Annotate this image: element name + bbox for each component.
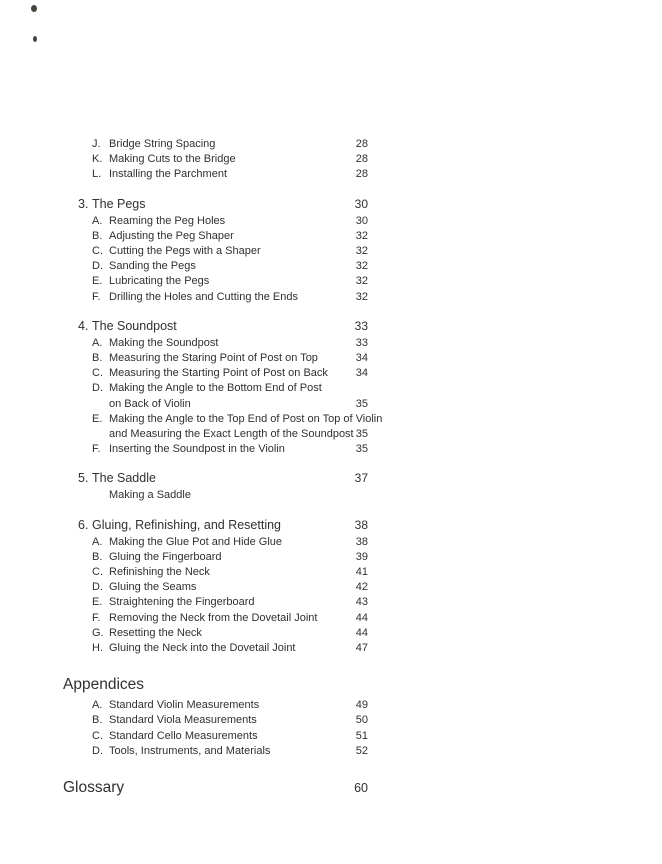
toc-entry	[63, 274, 368, 289]
toc-entry-title	[109, 580, 350, 595]
toc-entry-letter: B.	[92, 352, 103, 365]
toc-entry-line: Standard Cello Measurements	[109, 729, 258, 742]
toc-entry-letter: B.	[92, 714, 103, 727]
toc-entry-line: Adjusting the Peg Shaper	[109, 229, 234, 242]
toc-entry	[63, 698, 368, 713]
toc-entry	[63, 152, 368, 167]
toc-entry-letter: K.	[92, 153, 103, 166]
toc-entry-letter: C.	[92, 245, 103, 258]
toc-entry-letter: A.	[92, 535, 103, 548]
toc-entry-line: Measuring the Starting Point of Post on Back	[109, 367, 328, 380]
toc-section-page: 33	[354, 318, 368, 333]
toc-entry-line: Making the Angle to the Top End of Post on Top of Violin	[109, 412, 383, 425]
toc-section-number: 6.	[78, 517, 89, 532]
toc-group	[63, 779, 368, 797]
toc-entry-letter: B.	[92, 550, 103, 563]
toc-entry-page: 32	[355, 229, 368, 242]
toc-entry-title	[109, 698, 350, 713]
toc-major-title: Appendices	[63, 676, 145, 694]
toc-entry-title	[109, 274, 350, 289]
toc-entry	[63, 351, 368, 366]
toc-entry-letter: D.	[92, 382, 103, 395]
toc-group	[63, 196, 368, 305]
toc-section-heading	[63, 196, 368, 213]
toc-entry-letter: J.	[92, 138, 101, 150]
toc-entry-title	[109, 595, 350, 610]
toc-entry-line: Sanding the Pegs	[109, 260, 196, 273]
toc-entry	[63, 442, 368, 457]
toc-section-title: The Soundpost	[92, 318, 177, 333]
toc-entry-line: Making the Glue Pot and Hide Glue	[109, 535, 283, 548]
toc-group	[63, 318, 383, 458]
toc-entry-page: 33	[355, 336, 368, 349]
scan-artifact	[33, 36, 37, 42]
toc-entry-page: 44	[355, 626, 368, 639]
toc-entry-title	[109, 137, 350, 152]
toc-entry-page: 35	[355, 443, 368, 456]
toc-group	[63, 676, 368, 759]
toc-entry-line: and Measuring the Exact Length of the Soundpost	[109, 428, 354, 441]
toc-entry-line: Cutting the Pegs with a Shaper	[109, 245, 261, 258]
toc-entry-title	[109, 565, 350, 580]
toc-section-heading	[63, 470, 368, 487]
toc-entry-title	[109, 729, 350, 744]
toc-section-heading	[63, 517, 368, 534]
toc-entry	[63, 713, 368, 728]
toc-entry-letter: C.	[92, 566, 103, 579]
toc-entry-title	[109, 442, 350, 457]
toc-entry	[63, 626, 368, 641]
toc-section-number: 4.	[78, 318, 89, 333]
toc-entry	[63, 366, 368, 381]
toc-entry-page: 35	[355, 397, 368, 410]
toc-entry	[63, 580, 368, 595]
toc-entry-line: Installing the Parchment	[109, 168, 228, 181]
toc-entry	[63, 550, 368, 565]
toc-entry	[63, 137, 368, 152]
toc-entry-title	[109, 290, 350, 305]
toc-entry-line: Making a Saddle	[109, 489, 191, 502]
toc-entry-title	[109, 611, 350, 626]
toc-entry-line: Lubricating the Pegs	[109, 275, 210, 288]
toc-entry	[63, 259, 368, 274]
toc-entry-line: Tools, Instruments, and Materials	[109, 744, 271, 757]
toc-entry-letter: F.	[92, 611, 101, 624]
toc-entry-title	[109, 626, 350, 641]
toc-entry	[63, 290, 368, 305]
toc-entry-title	[109, 336, 350, 351]
toc-entry-page: 50	[355, 714, 368, 727]
toc-entry	[63, 412, 383, 442]
toc-entry-page: 28	[355, 138, 368, 150]
toc-entry-page: 34	[355, 367, 368, 380]
toc-entry-letter: A.	[92, 699, 103, 712]
toc-entry-page: 32	[355, 275, 368, 288]
toc-section-page: 37	[354, 471, 368, 486]
toc-entry	[63, 729, 368, 744]
toc-entry-page: 32	[355, 260, 368, 273]
toc-entry-page: 44	[355, 611, 368, 624]
toc-entry-page: 32	[355, 245, 368, 258]
toc-entry-title	[109, 488, 350, 503]
toc-entry-line: on Back of Violin	[109, 397, 191, 410]
toc-entry-title	[109, 167, 350, 182]
toc-entry-line: Refinishing the Neck	[109, 566, 210, 579]
toc-entry-title	[109, 214, 350, 229]
toc-entry-letter: B.	[92, 229, 103, 242]
toc-entry-letter	[92, 488, 109, 503]
scan-artifact	[31, 5, 37, 12]
toc-section-number: 5.	[78, 471, 89, 486]
toc-entry-title	[109, 229, 350, 244]
toc-entry-letter: F.	[92, 443, 101, 456]
toc-entry-title	[109, 535, 350, 550]
toc-major-heading	[63, 779, 368, 797]
toc-entry	[63, 167, 368, 182]
toc-group	[63, 470, 368, 503]
toc-entry-letter: H.	[92, 642, 103, 655]
toc-entry-letter: D.	[92, 581, 103, 594]
toc-entry-title	[109, 351, 350, 366]
toc-entry-page: 47	[355, 642, 368, 655]
toc-entry-page: 38	[355, 535, 368, 548]
toc-section-page: 30	[354, 196, 368, 211]
toc-entry-line: Gluing the Seams	[109, 581, 197, 594]
toc-entry-page: 51	[355, 729, 368, 742]
toc-section-title: Gluing, Refinishing, and Resetting	[92, 517, 282, 532]
toc-entry-line: Resetting the Neck	[109, 626, 202, 639]
toc-group	[63, 137, 368, 183]
toc-entry-letter: E.	[92, 275, 103, 288]
toc-entry-line: Bridge String Spacing	[109, 138, 216, 150]
toc-entry-letter: A.	[92, 214, 103, 227]
toc-entry	[63, 381, 368, 411]
toc-entry-line: Inserting the Soundpost in the Violin	[109, 443, 285, 456]
toc-entry-letter: E.	[92, 596, 103, 609]
toc-entry-line: Straightening the Fingerboard	[109, 596, 255, 609]
toc	[63, 137, 383, 801]
toc-entry-page: 39	[355, 550, 368, 563]
toc-entry-line: Making the Angle to the Bottom End of Post	[109, 382, 322, 395]
toc-entry-page: 30	[355, 214, 368, 227]
toc-entry-title	[109, 550, 350, 565]
toc-entry-line: Drilling the Holes and Cutting the Ends	[109, 290, 298, 303]
toc-entry-letter: C.	[92, 729, 103, 742]
toc-entry-title	[109, 259, 350, 274]
toc-entry	[63, 611, 368, 626]
toc-entry-title	[109, 744, 350, 759]
toc-entry-page: 43	[355, 596, 368, 609]
toc-major-title: Glossary	[63, 779, 125, 797]
toc-major-heading	[63, 676, 368, 694]
toc-section-title: The Pegs	[92, 196, 146, 211]
toc-entry-letter: G.	[92, 626, 104, 639]
toc-section-heading	[63, 318, 368, 335]
toc-entry-title	[109, 713, 350, 728]
toc-entry-line: Reaming the Peg Holes	[109, 214, 226, 227]
toc-entry-title	[109, 641, 350, 656]
toc-entry-page: 28	[355, 153, 368, 166]
toc-entry-page: 34	[355, 352, 368, 365]
toc-entry-letter: C.	[92, 367, 103, 380]
toc-entry-letter: D.	[92, 744, 103, 757]
toc-entry-line: Making the Soundpost	[109, 336, 219, 349]
toc-entry-letter: E.	[92, 412, 103, 425]
toc-major-page: 60	[354, 781, 368, 796]
toc-entry	[63, 229, 368, 244]
toc-entry-page: 28	[355, 168, 368, 181]
toc-entry-page: 49	[355, 699, 368, 712]
toc-section-page: 38	[354, 517, 368, 532]
toc-entry-title	[109, 152, 350, 167]
toc-entry-line: Making Cuts to the Bridge	[109, 153, 236, 166]
toc-entry-line: Standard Violin Measurements	[109, 699, 260, 712]
toc-entry-title	[109, 381, 350, 411]
toc-entry-line: Measuring the Staring Point of Post on Top	[109, 352, 318, 365]
toc-entry-page: 42	[355, 581, 368, 594]
toc-entry-page: 52	[355, 744, 368, 757]
toc-entry	[63, 565, 368, 580]
toc-entry	[63, 244, 368, 259]
toc-entry-line: Gluing the Fingerboard	[109, 550, 222, 563]
toc-entry-line: Gluing the Neck into the Dovetail Joint	[109, 642, 296, 655]
toc-entry	[63, 336, 368, 351]
toc-entry	[63, 641, 368, 656]
toc-entry	[63, 488, 368, 503]
toc-entry-letter: D.	[92, 260, 103, 273]
toc-entry-letter: A.	[92, 336, 103, 349]
toc-entry-letter: F.	[92, 290, 101, 303]
toc-entry-page: 35	[355, 428, 368, 441]
toc-entry-page: 32	[355, 290, 368, 303]
toc-entry	[63, 744, 368, 759]
toc-entry-title	[109, 244, 350, 259]
toc-entry	[63, 595, 368, 610]
toc-entry-letter: L.	[92, 168, 102, 181]
toc-section-number: 3.	[78, 196, 89, 211]
toc-entry	[63, 535, 368, 550]
toc-entry	[63, 214, 368, 229]
toc-entry-title	[109, 366, 350, 381]
toc-entry-line: Removing the Neck from the Dovetail Joint	[109, 611, 318, 624]
toc-entry-line: Standard Viola Measurements	[109, 714, 257, 727]
toc-section-title: The Saddle	[92, 471, 156, 486]
toc-entry-page: 41	[355, 566, 368, 579]
toc-group	[63, 517, 368, 657]
